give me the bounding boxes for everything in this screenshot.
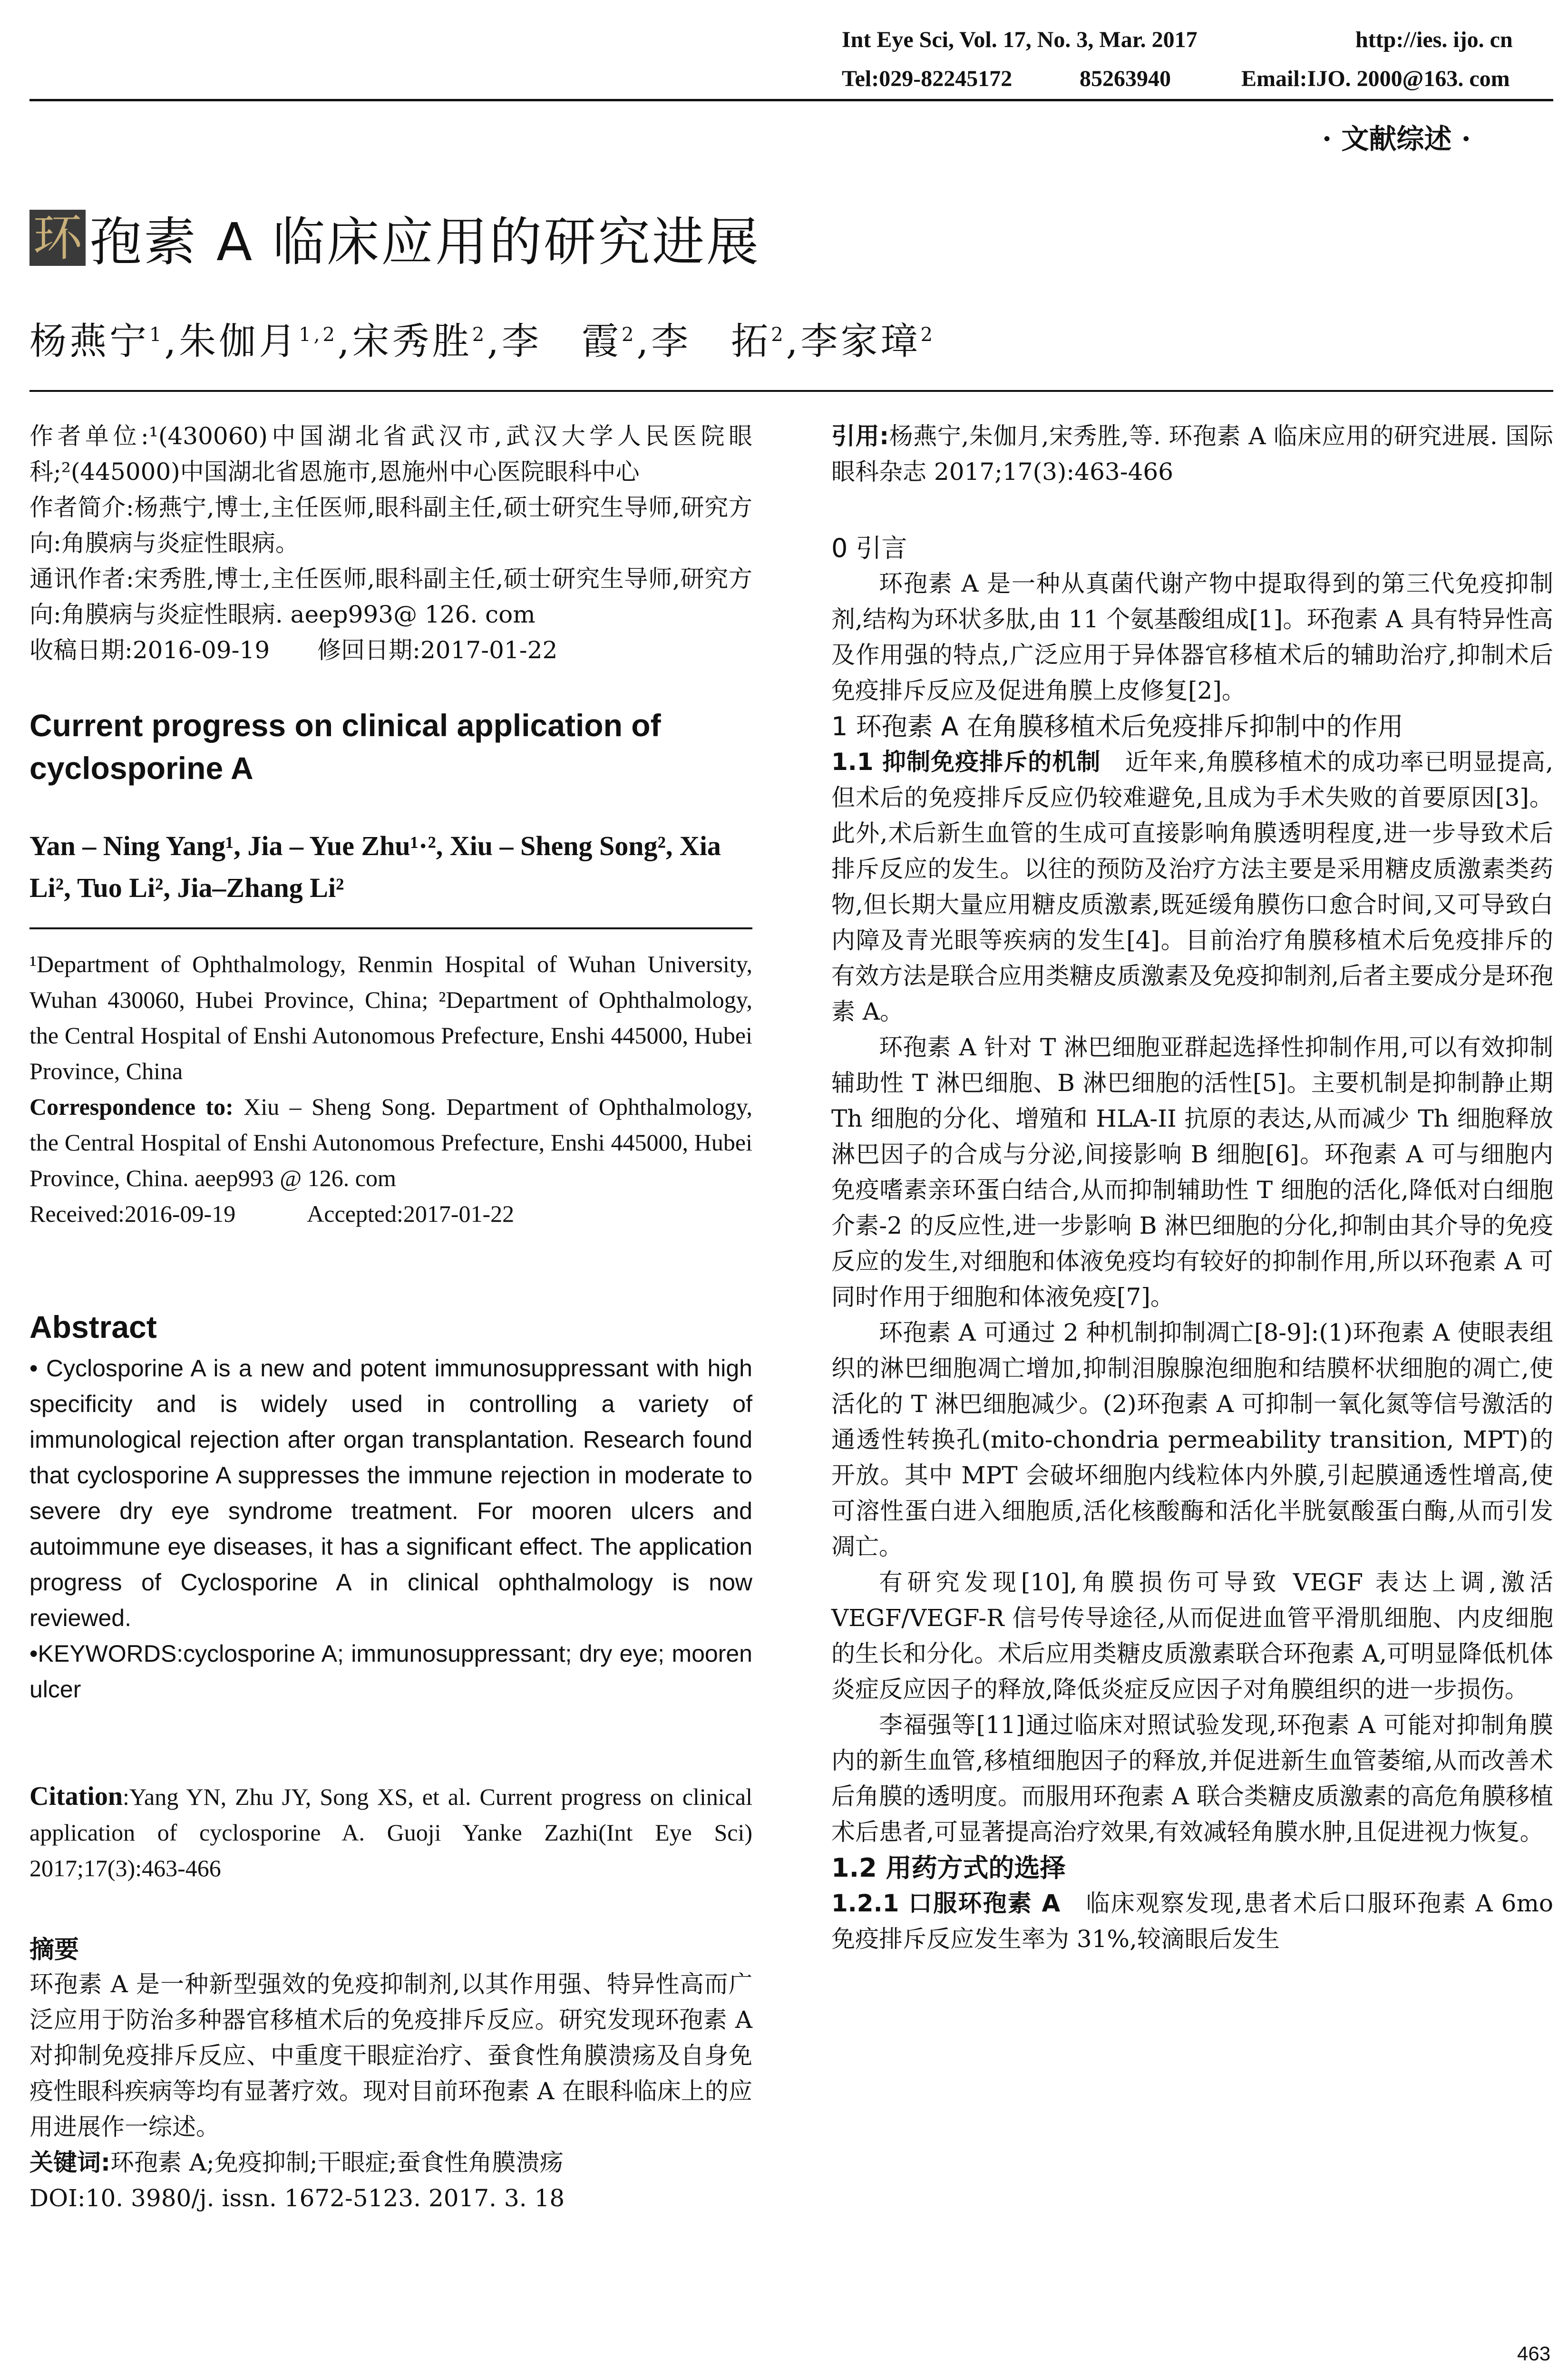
author: 杨燕宁 xyxy=(29,320,150,363)
received-dates-en: Received:2016-09-19 Accepted:2017-01-22 xyxy=(29,1200,515,1227)
title-rule xyxy=(29,390,1553,392)
paragraph: 环孢素 A 可通过 2 种机制抑制凋亡[8-9]:(1)环孢素 A 使眼表组织的淋巴细胞凋亡增加,抑制泪腺腺泡细胞和结膜杯状细胞的凋亡,使活化的 T 淋巴细胞减少。(2)环孢素 A 可抑制一氧化氮等信号激活的通透性转换孔(mito-chondria permeability transition, MPT)的开放。其中 MPT 会破坏细胞内线粒体内外膜,引起膜通透性增高,使可溶性蛋白进入细胞质,活化核酸酶和活化半胱氨酸蛋白酶,从而引发凋亡。 xyxy=(831,1319,1553,1560)
author: 宋秀胜 xyxy=(352,320,472,363)
journal-tel2: 85263940 xyxy=(1080,66,1171,91)
header-rule xyxy=(29,99,1553,101)
abstract-body xyxy=(29,1351,752,1707)
author-aff: 2 xyxy=(771,324,786,346)
paragraph: 李福强等[11]通过临床对照试验发现,环孢素 A 可能对抑制角膜内的新生血管,移植细胞因子的释放,并促进新生血管萎缩,从而改善术后角膜的透明度。而服用环孢素 A 联合类糖皮质激素的高危角膜移植术后患者,可显著提高治疗效果,有效减轻角膜水肿,且促进视力恢复。 xyxy=(831,1711,1553,1846)
body-text xyxy=(831,530,1553,1957)
affiliation-cn-block xyxy=(29,419,752,668)
english-affiliation: ¹Department of Ophthalmology, Renmin Hospital of Wuhan University, Wuhan 430060, Hubei Province, China; ²Department of Ophthalmology, the Central Hospital of Enshi Autonomous Prefecture, Enshi 445000, Hubei Province, China xyxy=(29,951,752,1084)
paragraph: 有研究发现[10],角膜损伤可导致 VEGF 表达上调,激活 VEGF/VEGF-R 信号传导途径,从而促进血管平滑肌细胞、内皮细胞的生长和分化。术后应用类糖皮质激素联合环孢素 A,可明显降低机体炎症反应因子的释放,降低炎症反应因子对角膜组织的进一步损伤。 xyxy=(831,1568,1553,1703)
author-aff: 1,2 xyxy=(299,324,338,346)
abstract-text: • Cyclosporine A is a new and potent immunosuppressant with high specificity and is widely used in controlling a variety of immunological rejection after organ transplantation. Research found that cyclosporine A suppresses the immune rejection in moderate to severe dry eye syndrome treatment. For mooren ulcers and autoimmune eye diseases, it has a significant effect. The application progress of Cyclosporine A in clinical ophthalmology is now reviewed. xyxy=(29,1355,752,1631)
journal-header-line2 xyxy=(842,66,1555,92)
author: 李 霞 xyxy=(501,320,622,363)
journal-email: Email:IJO. 2000@163. com xyxy=(1241,66,1510,91)
received-dates-cn: 收稿日期:2016-09-19 修回日期:2017-01-22 xyxy=(29,636,558,664)
section-1-2-heading: 1.2 用药方式的选择 xyxy=(831,1853,1066,1883)
author-bio-cn: 作者简介:杨燕宁,博士,主任医师,眼科副主任,硕士研究生导师,研究方向:角膜病与炎症性眼病。 xyxy=(29,494,752,557)
author: 李 拓 xyxy=(651,320,771,363)
journal-info: Int Eye Sci, Vol. 17, No. 3, Mar. 2017 xyxy=(842,27,1198,52)
title-text: 孢素 A 临床应用的研究进展 xyxy=(89,212,761,273)
keywords-label: 关键词: xyxy=(29,2149,110,2176)
page-number: 463 xyxy=(1517,2342,1551,2365)
author: 朱伽月 xyxy=(179,320,299,363)
affiliation-cn: 作者单位:¹(430060)中国湖北省武汉市,武汉大学人民医院眼科;²(445000)中国湖北省恩施市,恩施州中心医院眼科中心 xyxy=(29,422,752,486)
citation-label: Citation xyxy=(29,1782,123,1811)
correspondence xyxy=(29,1089,752,1196)
journal-url: http://ies. ijo. cn xyxy=(1355,27,1513,52)
english-authors: Yan – Ning Yang¹, Jia – Yue Zhu¹·², Xiu – Sheng Song², Xia Li², Tuo Li², Jia–Zhang Li² xyxy=(29,830,721,903)
english-affiliation-block xyxy=(29,946,752,1232)
doi: DOI:10. 3980/j. issn. 1672-5123. 2017. 3. 18 xyxy=(29,2184,565,2212)
abstract-heading: Abstract xyxy=(29,1309,157,1344)
journal-tel: Tel:029-82245172 xyxy=(842,66,1013,91)
section-1-heading: 1 环孢素 A 在角膜移植术后免疫排斥抑制中的作用 xyxy=(831,711,1403,741)
citation-cn-text: 杨燕宁,朱伽月,宋秀胜,等. 环孢素 A 临床应用的研究进展. 国际眼科杂志 2017;17(3):463-466 xyxy=(831,422,1553,486)
paragraph: 环孢素 A 是一种从真菌代谢产物中提取得到的第三代免疫抑制剂,结构为环状多肽,由 11 个氨基酸组成[1]。环孢素 A 具有特异性高及作用强的特点,广泛应用于异体器官移植术后的辅助治疗,抑制术后免疫排斥反应及促进角膜上皮修复[2]。 xyxy=(831,570,1553,704)
paragraph xyxy=(831,744,1553,1030)
title-initial-char: 环 xyxy=(29,210,86,266)
author-aff: 1 xyxy=(149,324,165,346)
citation-en xyxy=(29,1779,752,1886)
citation-cn xyxy=(831,419,1553,490)
author-aff: 2 xyxy=(621,324,637,346)
left-column-rule xyxy=(29,927,752,929)
abstract-keywords: •KEYWORDS:cyclosporine A; immunosuppressant; dry eye; mooren ulcer xyxy=(29,1640,752,1703)
intro-heading: 0 引言 xyxy=(831,533,907,563)
zhaiyao-heading: 摘要 xyxy=(29,1936,79,1964)
paragraph: 环孢素 A 针对 T 淋巴细胞亚群起选择性抑制作用,可以有效抑制辅助性 T 淋巴细胞、B 淋巴细胞的活性[5]。主要机制是抑制静止期 Th 细胞的分化、增殖和 HLA-II 抗原的表达,从而减少 Th 细胞释放淋巴因子的合成与分泌,间接影响 B 细胞[6]。环孢素 A 可与细胞内免疫嗜素亲环蛋白结合,从而抑制辅助性 T 细胞的活化,降低对白细胞介素-2 的反应性,进一步影响 B 淋巴细胞的分化,抑制由其介导的免疫反应的发生,对细胞和体液免疫均有较好的抑制作用,所以环孢素 A 可同时作用于细胞和体液免疫[7]。 xyxy=(831,1033,1553,1311)
zhaiyao-body xyxy=(29,1967,752,2216)
keywords-text: 环孢素 A;免疫抑制;干眼症;蚕食性角膜溃疡 xyxy=(110,2149,564,2176)
zhaiyao-keywords xyxy=(29,2145,752,2181)
citation-text: :Yang YN, Zhu JY, Song XS, et al. Current progress on clinical application of cyclosporine A. Guoji Yanke Zazhi(Int Eye Sci) 2017;17(3):463-466 xyxy=(29,1783,752,1881)
section-tag: · 文献综述 · xyxy=(1322,123,1471,155)
english-title: Current progress on clinical application of cyclosporine A xyxy=(29,708,661,786)
correspondence-label: Correspondence to: xyxy=(29,1093,234,1120)
section-1-1-heading: 1.1 抑制免疫排斥的机制 xyxy=(831,748,1101,776)
author: 李家璋 xyxy=(800,320,921,363)
section-1-2-1-heading: 1.2.1 口服环孢素 A xyxy=(831,1890,1061,1917)
paragraph-text: 临床观察发现,患者术后口服环孢素 A 6mo 免疫排斥反应发生率为 31%,较滴眼后发生 xyxy=(831,1890,1553,1953)
journal-header-line1 xyxy=(842,27,1555,53)
citation-cn-label: 引用: xyxy=(831,422,889,450)
paragraph xyxy=(831,1886,1553,1957)
authors-cn: 杨燕宁$^1$,朱伽月$^{1,2}$,宋秀胜$^2$,李 霞$^2$,李 拓$^2$,李家璋$^2$ xyxy=(29,320,935,363)
author-aff: 2 xyxy=(472,324,487,346)
paper-title xyxy=(29,207,761,273)
correspondence-text: Xiu – Sheng Song. Department of Ophthalmology, the Central Hospital of Enshi Autonomous Prefecture, Enshi 445000, Hubei Province, China. aeep993 @ 126. com xyxy=(29,1093,752,1191)
zhaiyao-text: 环孢素 A 是一种新型强效的免疫抑制剂,以其作用强、特异性高而广泛应用于防治多种器官移植术后的免疫排斥反应。研究发现环孢素 A 对抑制免疫排斥反应、中重度干眼症治疗、蚕食性角膜溃疡及自身免疫性眼科疾病等均有显著疗效。现对目前环孢素 A 在眼科临床上的应用进展作一综述。 xyxy=(29,1970,752,2141)
paragraph-text: 近年来,角膜移植术的成功率已明显提高,但术后的免疫排斥反应仍较难避免,且成为手术失败的首要原因[3]。此外,术后新生血管的生成可直接影响角膜透明程度,进一步导致术后排斥反应的发生。以往的预防及治疗方法主要是采用糖皮质激素类药物,但长期大量应用糖皮质激素,既延缓角膜伤口愈合时间,又可导致白内障及青光眼等疾病的发生[4]。目前治疗角膜移植术后免疫排斥的有效方法是联合应用类糖皮质激素及免疫抑制剂,后者主要成分是环孢素 A。 xyxy=(831,748,1553,1025)
corresponding-author-cn: 通讯作者:宋秀胜,博士,主任医师,眼科副主任,硕士研究生导师,研究方向:角膜病与炎症性眼病. aeep993@ 126. com xyxy=(29,565,752,628)
author-aff: 2 xyxy=(920,324,935,346)
